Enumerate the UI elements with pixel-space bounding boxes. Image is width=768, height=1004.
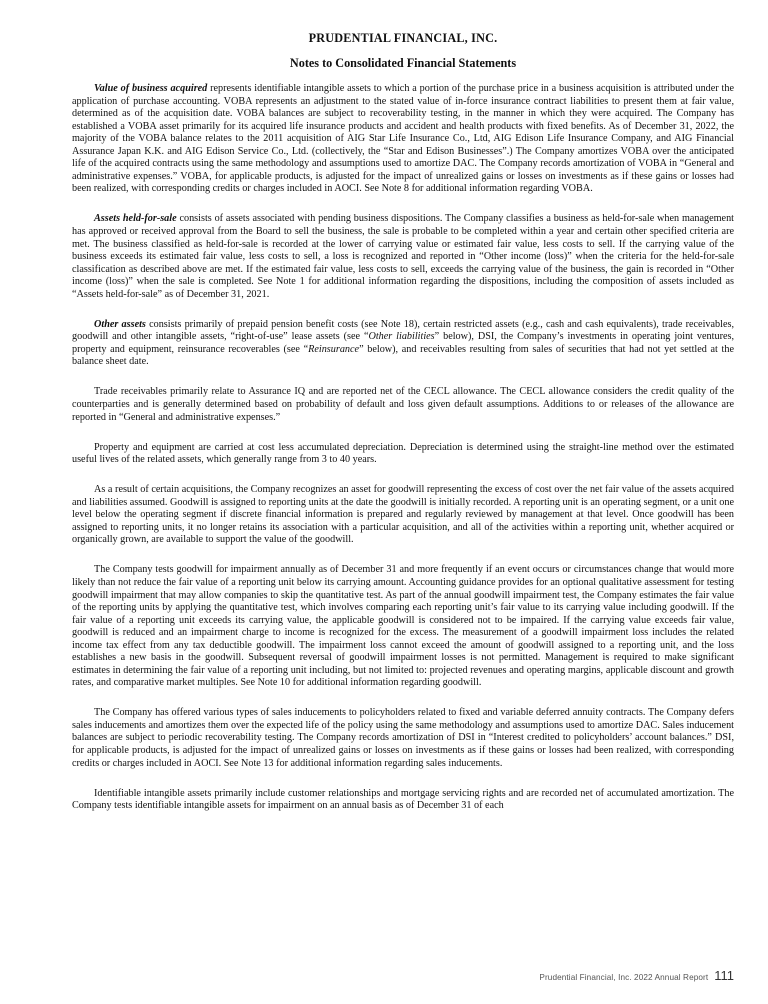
footer-report-title: Prudential Financial, Inc. 2022 Annual Report — [539, 973, 709, 982]
page-number: 111 — [714, 968, 734, 983]
paragraph-other-assets-text-3: ” below), and receivables resulting from sales of securities that had not yet settled at the balance sheet date. — [72, 343, 734, 368]
reference-other-liabilities: Other liabilities — [368, 331, 435, 343]
paragraph-property-equipment: Property and equipment are carried at cost less accumulated depreciation. Depreciation is determined using the straight-line method over the estimated useful lives of the related assets, which generally range from 3 to 40 years. — [72, 441, 734, 466]
paragraph-voba — [72, 83, 734, 196]
paragraph-intangible-assets: Identifiable intangible assets primarily include customer relationships and mortgage servicing rights and are recorded net of accumulated amortization. The Company tests identifiable intangible assets for impairment on an annual basis as of December 31 of each — [72, 787, 734, 812]
term-held-for-sale: Assets held-for-sale — [94, 213, 177, 225]
paragraph-sales-inducements: The Company has offered various types of sales inducements to policyholders related to fixed and variable deferred annuity contracts. The Company defers sales inducements and amortizes them over the expected life of the policy using the same methodology and assumptions used to amortize DAC. Sales inducement balances are subject to periodic recoverability testing. The Company records amortization of DSI in “Interest credited to policyholders’ account balances.” DSI, for applicable products, is adjusted for the impact of unrealized gains or losses on investments as if these gains or losses had been realized, with corresponding credits or charges included in AOCI. See Note 13 for additional information regarding sales inducements. — [72, 707, 734, 769]
paragraph-trade-receivables: Trade receivables primarily relate to Assurance IQ and are reported net of the CECL allowance. The CECL allowance considers the credit quality of the counterparties and is generally determined based on probability of default and loss given default assumptions. Additions to or releases of the allowance are reported in “General and administrative expenses.” — [72, 386, 734, 423]
page-title: Notes to Consolidated Financial Statements — [289, 56, 517, 70]
reference-reinsurance: Reinsurance — [308, 343, 360, 355]
company-name: PRUDENTIAL FINANCIAL, INC. — [308, 31, 498, 45]
page-footer — [539, 968, 734, 983]
document-page — [72, 30, 734, 830]
paragraph-held-for-sale-text: consists of assets associated with pending business dispositions. The Company classifies a business as held-for-sale when management has approved or received approval from the Board to sell the business, the sale is probable to be completed within a year and certain other specified criteria are met. The business classified as held-for-sale is recorded at the lower of carrying value or estimated fair value, less costs to sell. If the carrying value of the business exceeds its estimated fair value, less costs to sell, a loss is recognized and reported in “Other income (loss)” when the criteria for the held-for-sale classification as described above are met. If the estimated fair value, less costs to sell, exceeds the carrying value of the business, the gain is recorded in “Other income (loss)” when the sale is completed. See Note 1 for additional information regarding the dispositions, including the composition of assets included as “Assets held-for-sale” as of December 31, 2021. — [72, 213, 734, 300]
paragraph-other-assets-text-1: consists primarily of prepaid pension benefit costs (see Note 18), certain restricted assets (e.g., cash and cash equivalents), trade receivables, goodwill and other intangible assets, “right-of-use” lease assets (see “ — [72, 318, 734, 343]
paragraph-goodwill-impairment: The Company tests goodwill for impairment annually as of December 31 and more frequently if an event occurs or circumstances change that would more likely than not reduce the fair value of a reporting unit below its carrying amount. Accounting guidance provides for an optional qualitative assessment for testing goodwill impairment that may allow companies to skip the quantitative test. As part of the annual goodwill impairment test, the Company estimates the fair value of the reporting units by applying the quantitative test, which involves comparing each reporting unit’s fair value to its carrying value including goodwill. If the fair value of a reporting unit exceeds its carrying value, the applicable goodwill is considered not to be impaired. If the carrying value exceeds fair value, goodwill is reduced and an impairment charge to income is recognized for the excess. The measurement of a goodwill impairment loss includes the related income tax effect from any tax deductible goodwill. The impairment loss cannot exceed the amount of goodwill assigned to a reporting unit, and the loss establishes a new basis in the goodwill. Subsequent reversal of goodwill impairment losses is not permitted. Management is required to make significant estimates in determining the fair value of a reporting unit including, but not limited to: projected revenues and operating margins, applicable discount and growth rates, and comparative market multiples. See Note 10 for additional information regarding goodwill. — [72, 564, 734, 689]
paragraph-other-assets-text-2: ” below), DSI, the Company’s investments in operating joint ventures, property and equipment, reinsurance recoverables (see “ — [72, 331, 734, 355]
term-other-assets: Other assets — [94, 318, 146, 330]
paragraph-held-for-sale — [72, 213, 734, 301]
paragraph-goodwill-recognition: As a result of certain acquisitions, the Company recognizes an asset for goodwill representing the excess of cost over the net fair value of the assets acquired and liabilities assumed. Goodwill is assigned to reporting units at the date the goodwill is initially recorded. A reporting unit is an operating segment, or a unit one level below the operating segment if discrete financial information is prepared and regularly reviewed by management at that level. Once goodwill has been assigned to reporting units, it no longer retains its association with a particular acquisition, and all of the activities within a reporting unit, whether acquired or organically grown, are available to support the value of the goodwill. — [72, 484, 734, 546]
term-voba: Value of business acquired — [94, 83, 208, 94]
paragraph-other-assets — [72, 319, 734, 369]
paragraph-voba-text: represents identifiable intangible assets to which a portion of the purchase price in a business acquisition is attributed under the application of purchase accounting. VOBA represents an adjustment to the stated value of in-force insurance contract liabilities to present them at fair value, determined as of the acquisition date. VOBA balances are subject to recoverability testing, in the manner in which they were acquired. The Company has established a VOBA asset primarily for its acquired life insurance products and accident and health products with fixed benefits. As of December 31, 2022, the majority of the VOBA balance relates to the 2011 acquisition of AIG Star Life Insurance Co., Ltd, AIG Edison Life Insurance Company, and AIG Financial Assurance Japan K.K. and AIG Edison Service Co., Ltd. (collectively, the “Star and Edison Businesses”.) The Company amortizes VOBA over the anticipated life of the acquired contracts using the same methodology and assumptions used to amortize DAC. The Company records amortization of VOBA in “General and administrative expenses.” VOBA, for applicable products, is adjusted for the impact of unrealized gains or losses on investments as if these gains or losses had been realized, with corresponding credits or charges included in AOCI. See Note 8 for additional information regarding VOBA. — [72, 83, 734, 195]
